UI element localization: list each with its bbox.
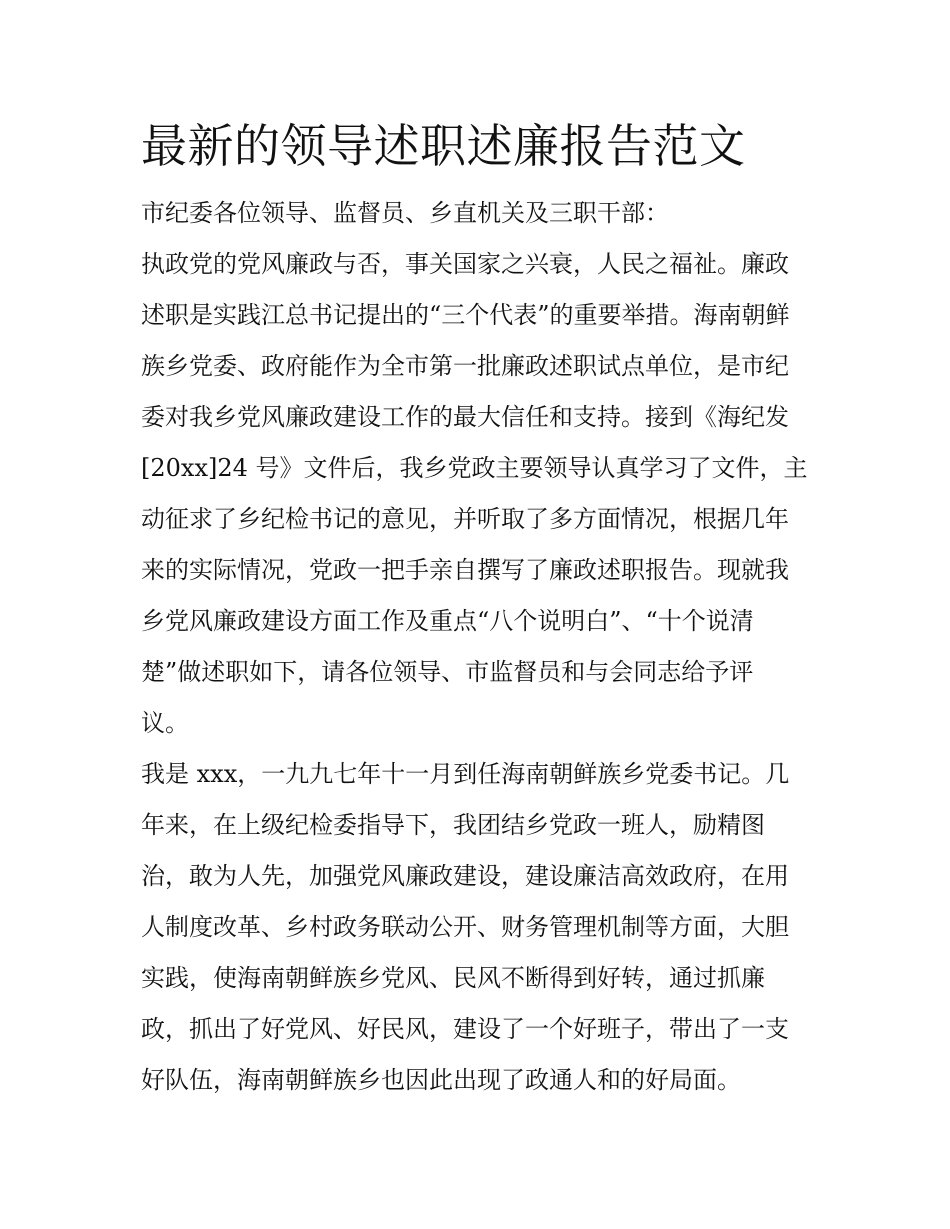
document-text [141,188,811,1106]
text-line: 市纪委各位领导、监督员、乡直机关及三职干部： [141,199,669,227]
text-line: 年来，在上级纪检委指导下，我团结乡党政一班人，励精图 [141,811,765,839]
text-line: 委对我乡党风廉政建设工作的最大信任和支持。接到《海纪发 [141,403,789,431]
text-line: 人制度改革、乡村政务联动公开、财务管理机制等方面，大胆 [141,913,789,941]
document-title: 最新的领导述职述廉报告范文 [141,119,746,173]
text-line: 来的实际情况，党政一把手亲自撰写了廉政述职报告。现就我 [141,556,789,584]
document-body [141,112,811,1106]
text-line: 实践，使海南朝鲜族乡党风、民风不断得到好转，通过抓廉 [141,964,765,992]
text-line: 好队伍，海南朝鲜族乡也因此出现了政通人和的好局面。 [141,1066,741,1094]
text-line: 族乡党委、政府能作为全市第一批廉政述职试点单位，是市纪 [141,352,789,380]
text-line: [20xx]24 号》文件后，我乡党政主要领导认真学习了文件，主 [141,454,808,482]
text-line: 动征求了乡纪检书记的意见，并听取了多方面情况，根据几年 [141,505,789,533]
text-line: 述职是实践江总书记提出的“三个代表”的重要举措。海南朝鲜 [141,301,790,329]
text-line: 执政党的党风廉政与否，事关国家之兴衰，人民之福祉。廉政 [141,250,789,278]
text-line: 议。 [141,709,189,737]
text-line: 我是 xxx，一九九七年十一月到任海南朝鲜族乡党委书记。几 [141,760,790,788]
text-line: 乡党风廉政建设方面工作及重点“八个说明白”、“十个说清 [141,607,754,635]
text-line: 政，抓出了好党风、好民风，建设了一个好班子，带出了一支 [141,1015,789,1043]
text-line: 楚”做述职如下，请各位领导、市监督员和与会同志给予评 [141,658,754,686]
text-line: 治，敢为人先，加强党风廉政建设，建设廉洁高效政府，在用 [141,862,789,890]
